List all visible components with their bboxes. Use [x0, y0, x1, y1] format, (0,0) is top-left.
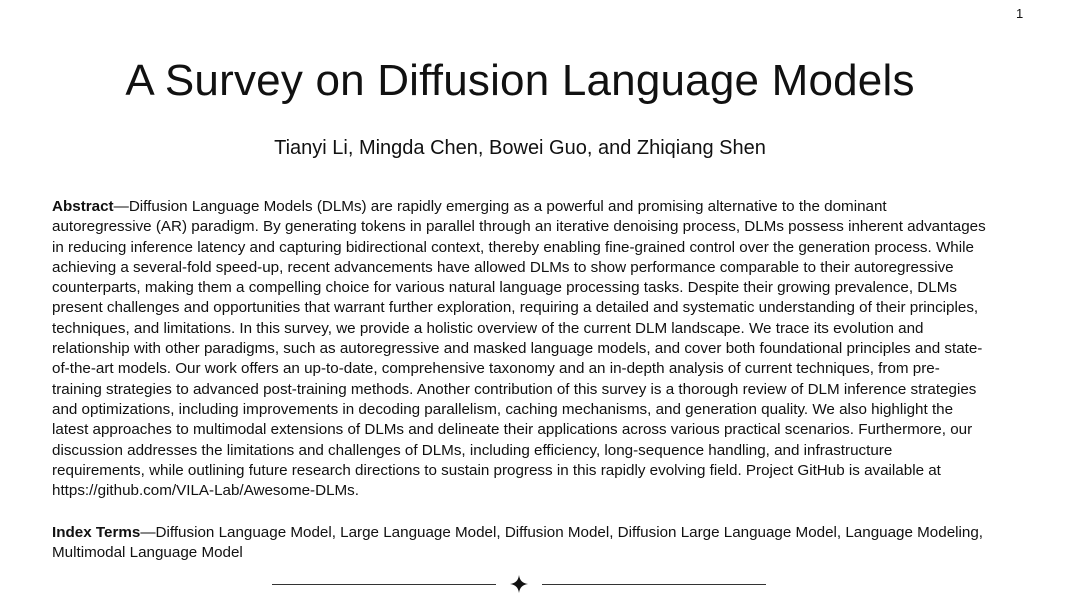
four-point-star-icon	[510, 575, 528, 593]
abstract-paragraph	[52, 197, 986, 501]
section-divider	[272, 574, 766, 594]
abstract-text: —Diffusion Language Models (DLMs) are rapidly emerging as a powerful and promising alternative to the dominant autoregressive (AR) paradigm. By generating tokens in parallel through an iterative denoising process, DLMs possess inherent advantages in reducing inference latency and capturing bidirectional context, thereby enabling fine-grained control over the generation process. While achieving a several-fold speed-up, recent advancements have allowed DLMs to show performance comparable to their autoregressive counterparts, making them a compelling choice for various natural language processing tasks. Despite their growing prevalence, DLMs present challenges and opportunities that warrant further exploration, requiring a detailed and systematic understanding of their principles, techniques, and limitations. In this survey, we provide a holistic overview of the current DLM landscape. We trace its evolution and relationship with other paradigms, such as autoregressive and masked language models, and cover both foundational principles and state-of-the-art models. Our work offers an up-to-date, comprehensive taxonomy and an in-depth analysis of current techniques, from pre-training strategies to advanced post-training methods. Another contribution of this survey is a thorough review of DLM inference strategies and optimizations, including improvements in decoding parallelism, caching mechanisms, and generation quality. We also highlight the latest approaches to multimodal extensions of DLMs and delineate their applications across various practical scenarios. Furthermore, our discussion addresses the limitations and challenges of DLMs, including efficiency, long-sequence handling, and infrastructure requirements, while outlining future research directions to sustain progress in this rapidly evolving field. Project GitHub is available at https://github.com/VILA-Lab/Awesome-DLMs.	[52, 198, 986, 500]
divider-line-right	[542, 584, 766, 585]
index-terms-text: —Diffusion Language Model, Large Language Model, Diffusion Model, Diffusion Large Language Model, Language Modeling, Multimodal Language Model	[52, 524, 983, 562]
index-terms-paragraph	[52, 523, 986, 564]
paper-authors: Tianyi Li, Mingda Chen, Bowei Guo, and Zhiqiang Shen	[274, 137, 766, 159]
divider-line-left	[272, 584, 496, 585]
page-number: 1	[1016, 6, 1024, 21]
paper-title: A Survey on Diffusion Language Models	[125, 56, 915, 105]
index-terms-label: Index Terms	[52, 524, 141, 541]
abstract-label: Abstract	[52, 198, 114, 215]
